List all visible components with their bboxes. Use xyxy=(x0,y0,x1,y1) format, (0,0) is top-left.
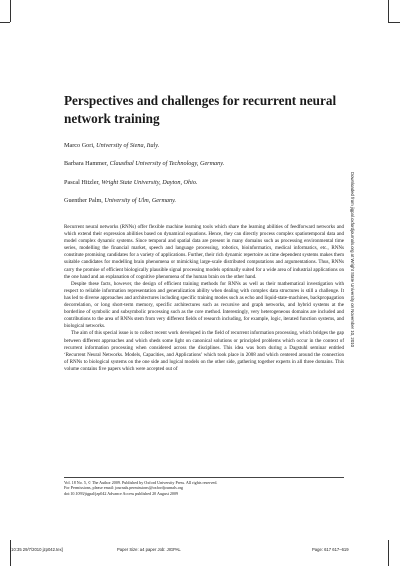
body-paragraph: Despite these facts, however, the design of efficient training methods for RNNs as well as their mathematical investigation with respect to reliable information representation and generalization ability when dealing with complex data structures is still a challenge. It has led to diverse approaches and architectures including specific training modes such as echo and liquid-state-machines, backpropagation decorrelation, or long short-term memory, specific architectures such as recursive and graph networks, and hybrid systems at the borderline of symbolic and subsymbolic processing such as the core method. Interestingly, very heterogeneous domains are included and contributions to the area of RNNs stem from very different fields of research including, for example, logic, iterated function systems, and biological networks. xyxy=(64,280,344,330)
slug-file-info: [10:35 29/7/2010 jzp042.tex] xyxy=(10,547,63,552)
author-affiliation: University of Siena, Italy. xyxy=(96,142,160,149)
crop-mark-top-left xyxy=(0,22,10,23)
download-watermark xyxy=(349,172,357,367)
author-name: Guenther Palm, xyxy=(64,197,103,204)
author-line xyxy=(64,197,176,204)
footer-permissions: For Permissions, please email: journals.permissions@oxfordjournals.org xyxy=(64,485,184,491)
author-line xyxy=(64,179,197,186)
author-name: Marco Gori, xyxy=(64,142,95,149)
author-affiliation: University of Ulm, Germany. xyxy=(104,197,177,204)
body-paragraph: The aim of this special issue is to collect recent work developed in the field of recurrent information processing, which bridges the gap between different approaches and which sheds some light on canonical solutions or principled problems which occur in the context of recurrent information processing when considered across the disciplines. This idea was born during a Dagstuhl seminar entitled ‘Recurrent Neural Networks. Models, Capacities, and Applications’ which took place in 2008 and which centered around the connection of RNNs to biological systems on the one side and logical models on the other side, gathering together experts in all three domains. This volume contains five papers which were accepted out of xyxy=(64,330,344,372)
footer-doi: doi:10.1093/jigpal/jzp042 Advance Access published 20 August 2009 xyxy=(64,490,179,496)
footer-copyright: Vol. 18 No. 5, © The Author 2009. Published by Oxford University Press. All rights reserved. xyxy=(64,479,218,485)
slug-job-info: Paper Size: a4 paper Job: JIGPAL xyxy=(117,547,181,552)
author-affiliation: Wright State University, Dayton, Ohio. xyxy=(101,179,198,186)
crop-mark-top-right xyxy=(388,22,400,23)
author-line xyxy=(64,160,224,167)
print-slug xyxy=(0,547,400,554)
download-watermark-text: Downloaded from jigpal.oxfordjournals.org at Wright State University on November 10, 2010 xyxy=(350,172,355,347)
author-name: Pascal Hitzler, xyxy=(64,179,100,186)
paper-title: Perspectives and challenges for recurrent neural network training xyxy=(64,93,337,126)
author-name: Barbara Hammer, xyxy=(64,160,109,167)
article-body xyxy=(64,224,344,373)
body-paragraph: Recurrent neural networks (RNNs) offer flexible machine learning tools which share the learning abilities of feedforward networks and which extend their expression abilities based on dynamical equations. Hence, they can directly process complex spatiotemporal data and model complex dynamic systems. Since temporal and spatial data are present in many domains such as processing environmental time series, modelling the financial market, speech and language processing, robotics, bioinformatics, medical informatics, etc., RNNs constitute promising candidates for a variety of applications. Further, their rich dynamic repertoire as time dependent systems makes them suitable candidates for modelling brain phenomena or mimicking large-scale distributed computations and argumentations. Thus, RNNs carry the promise of efficient biologically plausible signal processing models optimally suited for a wide area of industrial applications on the one hand and an explanation of cognitive phenomena of the human brain on the other hand. xyxy=(64,224,344,280)
author-line xyxy=(64,142,159,149)
slug-page-info: Page: 617 617–619 xyxy=(312,547,349,552)
footer-rule xyxy=(64,477,344,478)
author-affiliation: Clausthal University of Technology, Germany. xyxy=(109,160,225,167)
crop-mark-left xyxy=(10,0,11,22)
publication-footer xyxy=(64,477,344,496)
crop-mark-right xyxy=(388,0,389,22)
